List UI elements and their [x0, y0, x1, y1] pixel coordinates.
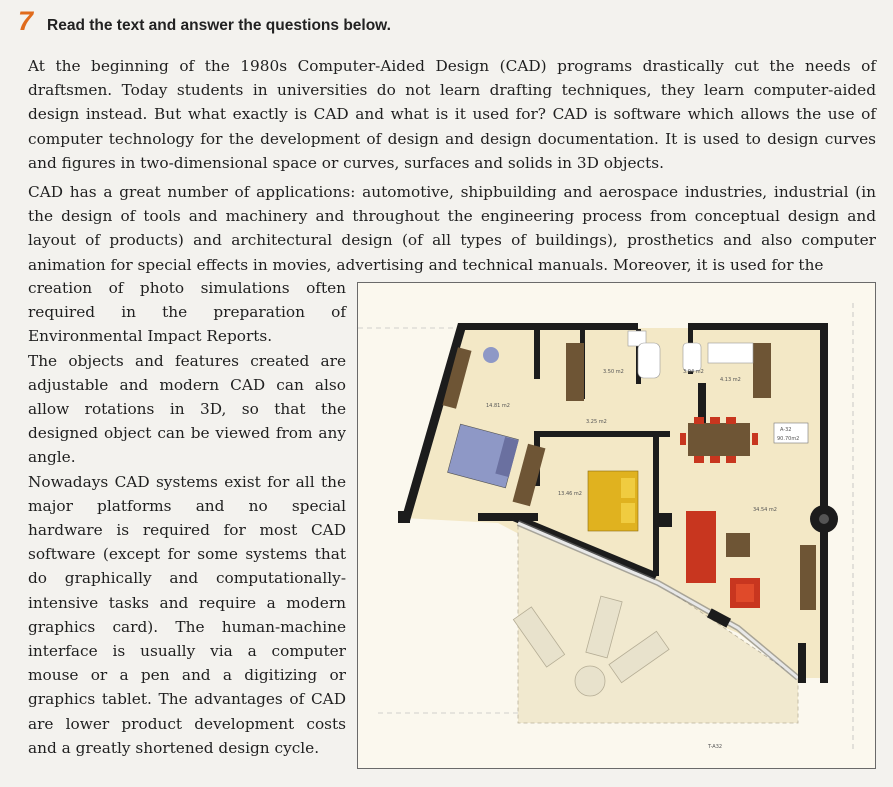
apartment-code: A-32	[780, 427, 792, 433]
terrace-tag: T-A32	[708, 744, 723, 750]
floor-plan-drawing	[358, 283, 875, 768]
room-label: 3.04 m2	[683, 369, 704, 375]
left-column-text	[28, 276, 346, 760]
room-label: 34.54 m2	[753, 507, 777, 513]
paragraph-rotations: The objects and features created are adjustable and modern CAD can also allow rotations in 3D, so that the designed object can be viewed from any angle.	[28, 351, 346, 467]
paragraph-applications: CAD has a great number of applications: automotive, shipbuilding and aerospace industries, industrial (in the design of tools and machinery and throughout the engineering process from conceptual design and layout of products) and architectural design (of all types of buildings), prosthetics and also computer animation for special effects in movies, advertising and technical manuals. Moreover, it is used for the	[28, 183, 876, 274]
room-label: 4.13 m2	[720, 377, 741, 383]
apartment-area: 90.70m2	[777, 436, 800, 442]
room-label: 14.81 m2	[486, 403, 510, 409]
room-label: 13.46 m2	[558, 491, 582, 497]
paragraph-intro: At the beginning of the 1980s Computer-Aided Design (CAD) programs drastically cut the needs of draftsmen. Today students in universities do not learn drafting techniques, they learn computer-aided design instead. But what exactly is CAD and what is it used for? CAD is software which allows the use of computer technology for the development of design and design documentation. It is used to design curves and figures in two-dimensional space or curves, surfaces and solids in 3D objects.	[28, 57, 876, 172]
floor-plan-figure	[357, 282, 876, 769]
paragraph-applications-continued: creation of photo simulations often required in the preparation of Environmental Impact Reports.	[28, 279, 346, 346]
exercise-instruction: Read the text and answer the questions below.	[47, 17, 391, 34]
exercise-number: 7	[18, 6, 34, 36]
exercise-header	[18, 6, 391, 37]
room-label: 3.25 m2	[586, 419, 607, 425]
room-label: 3.50 m2	[603, 369, 624, 375]
paragraph-platforms: Nowadays CAD systems exist for all the major platforms and no special hardware is required for most CAD software (except for some systems that do graphically and computationally-intensive tasks and require a modern graphics card). The human-machine interface is usually via a computer mouse or a pen and a digitizing or graphics tablet. The advantages of CAD are lower product development costs and a greatly shortened design cycle.	[28, 472, 346, 757]
